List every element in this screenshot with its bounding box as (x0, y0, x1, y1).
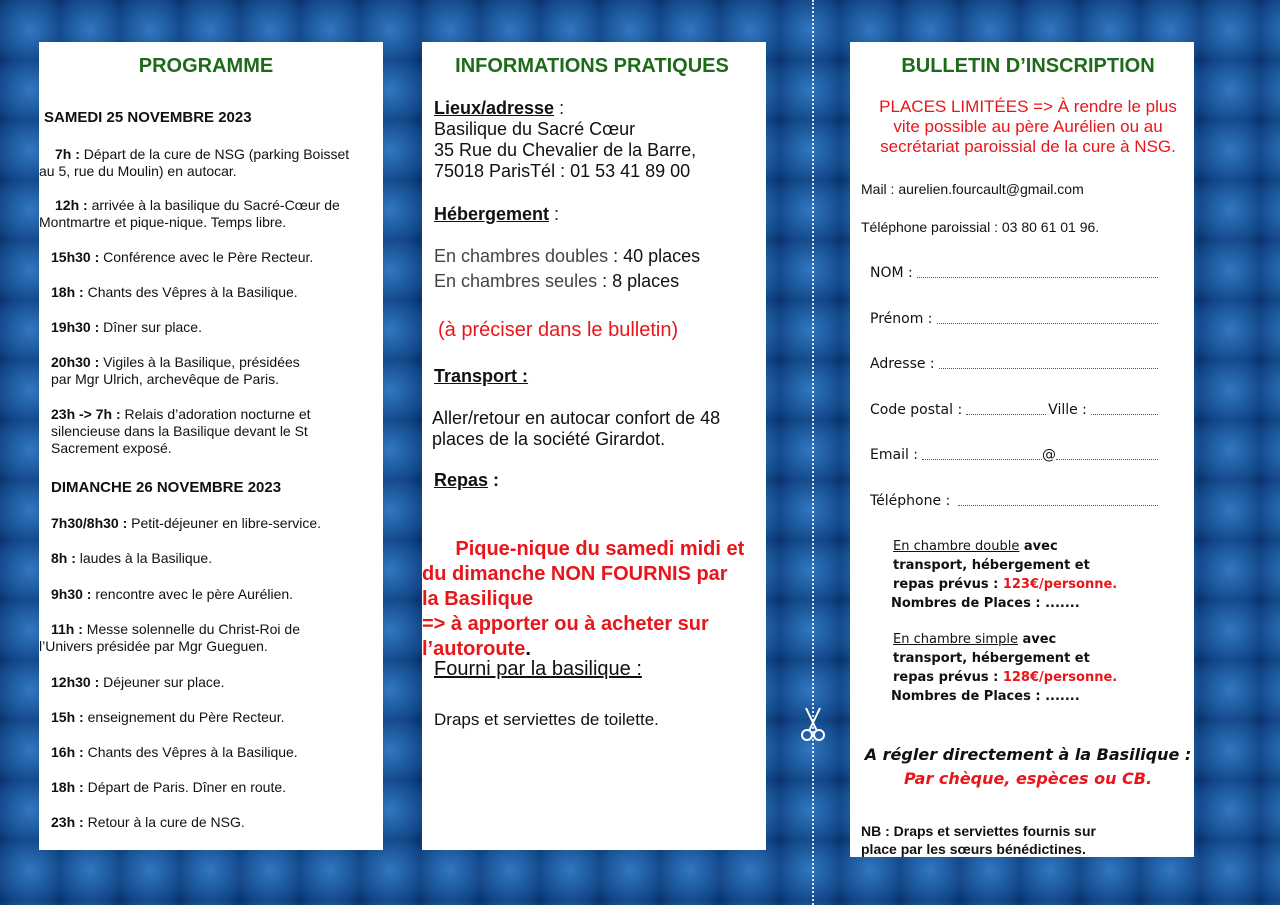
transport-text: places de la société Girardot. (432, 429, 666, 449)
infos-title: INFORMATIONS PRATIQUES (455, 55, 729, 77)
bulletin-title: BULLETIN D’INSCRIPTION (901, 55, 1155, 77)
lieux-heading: Lieux/adresse : (434, 98, 565, 118)
schedule-item: 18h : Départ de Paris. Dîner en route. (51, 779, 287, 795)
doubles-line: En chambres doubles : 40 places (434, 246, 701, 266)
schedule-item: 15h30 : Conférence avec le Père Recteur. (51, 249, 314, 265)
schedule-item: 20h30 : Vigiles à la Basilique, présidées par Mgr Ulrich, archevêque de Paris. (51, 354, 300, 387)
schedule-item: 15h : enseignement du Père Recteur. (51, 709, 285, 725)
fourni-text: Draps et serviettes de toilette. (434, 710, 659, 729)
address-line: Basilique du Sacré Cœur (434, 119, 636, 139)
seules-line: En chambres seules : 8 places (434, 271, 680, 291)
ville-label: Ville : (1048, 402, 1087, 418)
prenom-field[interactable]: Prénom : (870, 311, 1158, 327)
programme-panel (39, 42, 383, 850)
payment-methods: Par chèque, espèces ou CB. (903, 769, 1153, 788)
schedule-item: 23h : Retour à la cure de NSG. (51, 814, 245, 830)
schedule-item: 12h : arrivée à la basilique du Sacré-Cœur de Montmartre et pique-nique. Temps libre. (39, 197, 340, 230)
telephone-field[interactable]: Téléphone : (870, 493, 1158, 509)
day2-heading: DIMANCHE 26 NOVEMBRE 2023 (51, 479, 282, 496)
contact-mail: Mail : aurelien.fourcault@gmail.com (861, 181, 1084, 197)
preciser-note: (à préciser dans le bulletin) (438, 319, 679, 341)
repas-heading: Repas : (434, 470, 500, 490)
scissors-icon (799, 706, 827, 742)
schedule-item: 23h -> 7h : Relais d’adoration nocturne et silencieuse dans la Basilique devant le St Sacrement exposé. (51, 406, 311, 456)
bulletin-panel (850, 42, 1194, 857)
schedule-item: 9h30 : rencontre avec le père Aurélien. (51, 586, 294, 602)
nom-field[interactable]: NOM : (870, 265, 1158, 281)
schedule-item: 19h30 : Dîner sur place. (51, 319, 202, 335)
email-field[interactable]: Email : @ (870, 447, 1158, 463)
places-limitees: PLACES LIMITÉES => À rendre le plus vite possible au père Aurélien ou au secrétariat paroissial de la cure à NSG. (879, 97, 1177, 156)
address-line: 35 Rue du Chevalier de la Barre, (434, 140, 697, 160)
programme-title: PROGRAMME (138, 55, 274, 77)
payment-heading: A régler directement à la Basilique : (864, 745, 1192, 764)
schedule-item: 11h : Messe solennelle du Christ-Roi de l’Univers présidée par Mgr Gueguen. (39, 621, 301, 654)
option-simple: En chambre simple avec transport, hébergement et repas prévus : 128€/personne. Nombres de Places : ....... (891, 632, 1118, 704)
schedule-item: 7h30/8h30 : Petit-déjeuner en libre-service. (51, 515, 322, 531)
schedule-item: 12h30 : Déjeuner sur place. (51, 674, 225, 690)
fourni-heading: Fourni par la basilique : (434, 658, 642, 680)
option-double: En chambre double avec transport, hébergement et repas prévus : 123€/personne. Nombres de Places : ....... (891, 539, 1118, 611)
schedule-item: 18h : Chants des Vêpres à la Basilique. (51, 284, 298, 300)
repas-warning: Pique-nique du samedi midi et du dimanche NON FOURNIS par la Basilique => à apporter ou à acheter sur l’autoroute. (422, 538, 745, 660)
day1-heading: SAMEDI 25 NOVEMBRE 2023 (44, 109, 252, 126)
infos-panel (422, 42, 766, 850)
adresse-field[interactable]: Adresse : (870, 356, 1158, 372)
schedule-item: 8h : laudes à la Basilique. (51, 550, 213, 566)
fold-line (812, 0, 814, 905)
transport-text: Aller/retour en autocar confort de 48 (432, 408, 721, 428)
address-line: 75018 ParisTél : 01 53 41 89 00 (434, 161, 691, 181)
code-postal-field[interactable]: Code postal : Ville : (870, 402, 1158, 418)
transport-heading: Transport : (434, 366, 529, 386)
schedule-item: 16h : Chants des Vêpres à la Basilique. (51, 744, 298, 760)
hebergement-heading: Hébergement : (434, 204, 560, 224)
contact-phone: Téléphone paroissial : 03 80 61 01 96. (861, 219, 1100, 235)
schedule-item: 7h : Départ de la cure de NSG (parking Boisset au 5, rue du Moulin) en autocar. (39, 146, 350, 179)
nb-note: NB : Draps et serviettes fournis sur place par les sœurs bénédictines. (861, 823, 1096, 857)
